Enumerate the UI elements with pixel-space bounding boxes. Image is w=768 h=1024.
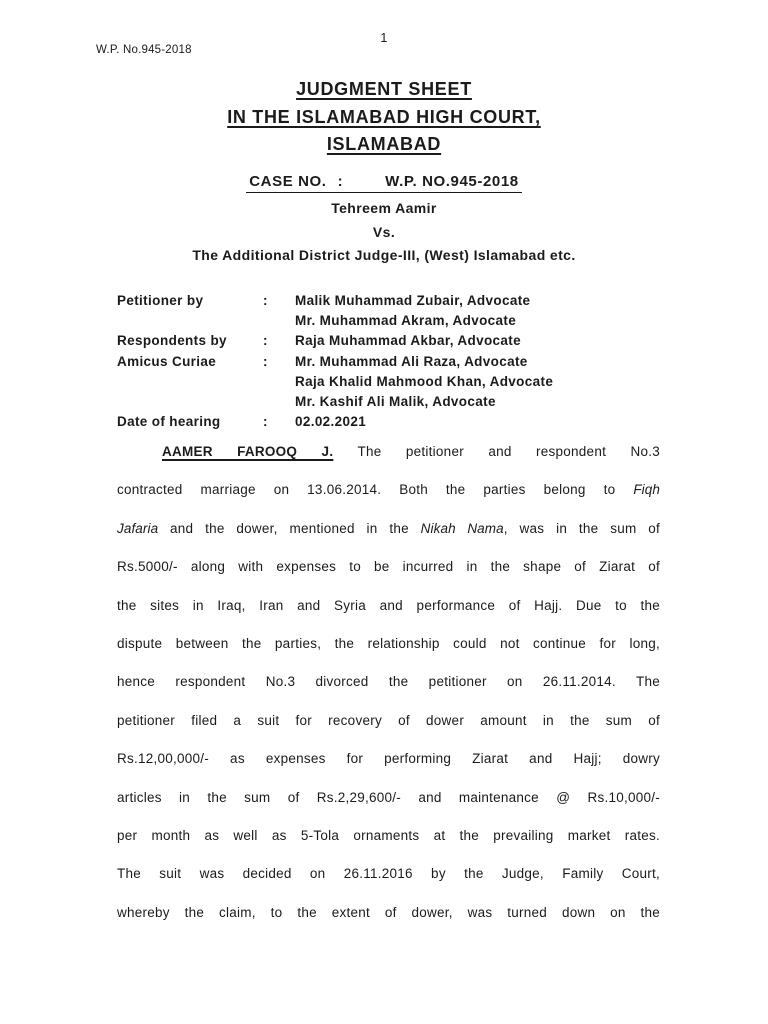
party-colon: [263, 311, 295, 331]
party-value: Raja Khalid Mahmood Khan, Advocate: [295, 373, 554, 389]
judgment-line: [117, 548, 660, 586]
title-line: JUDGMENT SHEET: [296, 79, 472, 99]
judgment-line: [117, 740, 660, 778]
party-value: Mr. Kashif Ali Malik, Advocate: [295, 394, 496, 410]
text-segment: Rs.12,00,000/- as expenses for performing Ziarat and Hajj; dowry: [117, 751, 660, 767]
judgment-line: [117, 817, 660, 855]
text-segment: hence respondent No.3 divorced the petitioner on 26.11.2014. The: [117, 674, 660, 690]
text-segment: The suit was decided on 26.11.2016 by the Judge, Family Court,: [117, 866, 660, 882]
text-segment: whereby the claim, to the extent of dower, was turned down on the: [117, 904, 660, 920]
judgment-paragraph: [117, 433, 660, 932]
petitioner-name: Tehreem Aamir: [331, 200, 437, 216]
party-label: [117, 392, 263, 412]
text-segment: The petitioner and respondent No.3: [333, 444, 660, 459]
case-number-underlined: [246, 173, 521, 193]
party-colon: :: [263, 353, 268, 369]
respondent-name: The Additional District Judge-III, (West) Islamabad etc.: [192, 247, 576, 264]
judgment-line: [117, 855, 660, 893]
judgment-line: [117, 587, 660, 625]
text-segment: , was in the sum of: [503, 520, 661, 536]
title-line: IN THE ISLAMABAD HIGH COURT,: [227, 106, 541, 127]
cause-title: [0, 197, 768, 268]
text-segment: per month as well as 5-Tola ornaments at the prevailing market rates.: [117, 828, 660, 844]
text-segment: and the dower, mentioned in the: [158, 520, 421, 536]
italic-term: Jafaria: [117, 520, 159, 536]
case-reference-header: W.P. No.945-2018: [96, 44, 192, 56]
party-colon: :: [263, 333, 268, 349]
judgment-line: [117, 779, 660, 817]
party-colon: :: [263, 414, 268, 430]
party-value: Mr. Muhammad Ali Raza, Advocate: [295, 353, 528, 369]
text-segment: contracted marriage on 13.06.2014. Both the parties belong to: [117, 482, 634, 498]
title-line: ISLAMABAD: [326, 134, 442, 155]
text-segment: articles in the sum of Rs.2,29,600/- and maintenance @ Rs.10,000/-: [117, 789, 660, 805]
party-label: [117, 372, 263, 392]
party-value: Malik Muhammad Zubair, Advocate: [295, 293, 531, 308]
text-segment: Rs.5000/- along with expenses to be incurred in the shape of Ziarat of: [117, 559, 660, 575]
judgment-line: [117, 625, 660, 663]
judgment-line: [117, 702, 660, 740]
versus-label: Vs.: [372, 223, 396, 240]
case-number-value: W.P. NO.945-2018: [385, 173, 519, 190]
judgment-line: [117, 894, 660, 932]
italic-term: Nikah Nama: [420, 520, 504, 536]
parties-table: [117, 291, 660, 432]
case-number-colon: :: [337, 173, 344, 190]
judgment-line: [117, 471, 660, 509]
party-value: Mr. Muhammad Akram, Advocate: [295, 313, 517, 329]
case-number-line: [0, 173, 768, 193]
party-colon: :: [263, 293, 268, 308]
judgment-line: [117, 433, 660, 471]
party-label: Petitioner by: [117, 293, 204, 308]
judgment-line: [117, 510, 660, 548]
case-number-label: CASE NO.: [249, 173, 327, 190]
party-label: [117, 311, 263, 331]
italic-term: Fiqh: [633, 482, 660, 498]
page-number: 1: [380, 31, 388, 45]
text-segment: dispute between the parties, the relationship could not continue for long,: [117, 636, 660, 652]
party-label: Date of hearing: [117, 414, 221, 430]
party-colon: [263, 392, 295, 412]
text-segment: petitioner filed a suit for recovery of dower amount in the sum of: [117, 712, 660, 728]
judgment-line: [117, 663, 660, 701]
party-colon: [263, 372, 295, 392]
judge-name: AAMER FAROOQ J.: [162, 444, 334, 459]
party-label: Respondents by: [117, 333, 227, 349]
judgment-sheet-title: [0, 76, 768, 159]
party-label: Amicus Curiae: [117, 353, 217, 369]
party-value: 02.02.2021: [295, 414, 367, 430]
text-segment: the sites in Iraq, Iran and Syria and performance of Hajj. Due to the: [117, 597, 660, 613]
party-value: Raja Muhammad Akbar, Advocate: [295, 333, 521, 349]
